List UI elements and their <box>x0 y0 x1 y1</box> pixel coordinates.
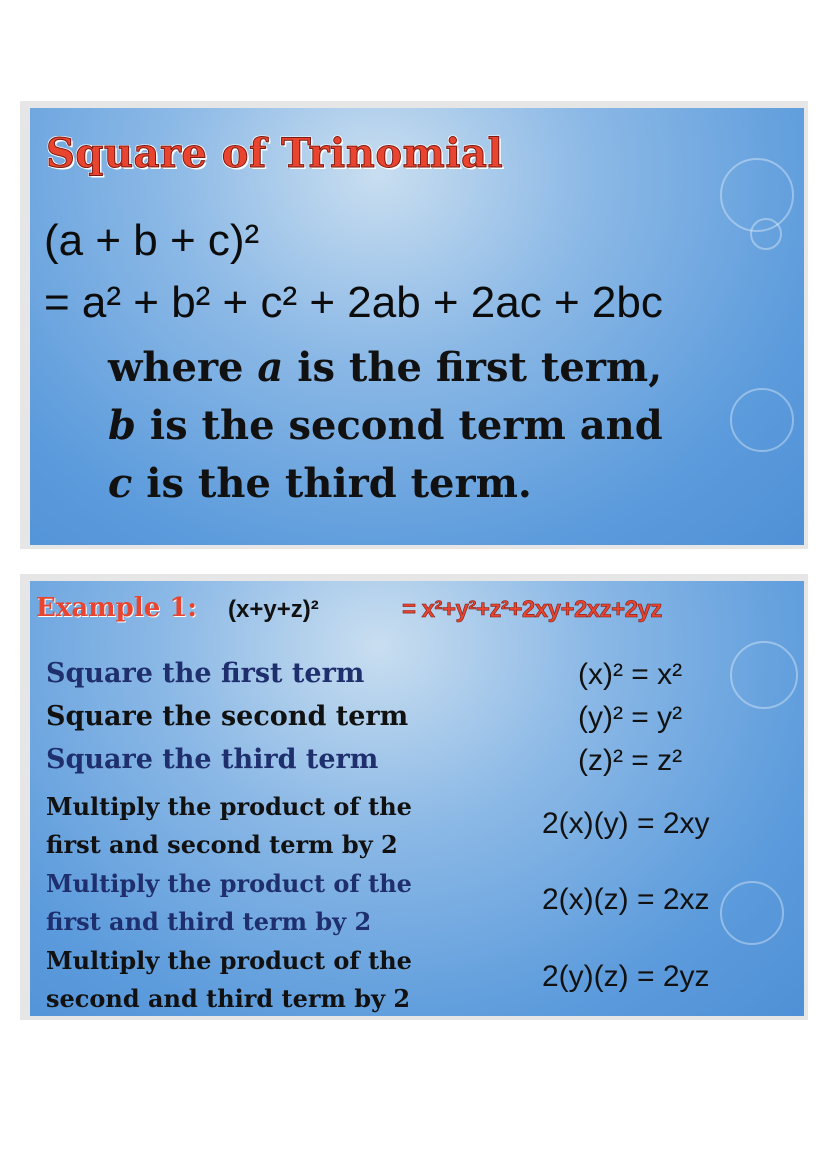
step-result: (x)² = x² <box>578 658 683 691</box>
slide-panel <box>30 108 804 545</box>
step-result: 2(x)(y) = 2xy <box>542 807 710 840</box>
step-square-first: Square the first term <box>46 658 365 689</box>
step-result: (z)² = z² <box>578 744 683 777</box>
step-multiply-second-third-line2: second and third term by 2 <box>46 984 411 1013</box>
variable-c: c <box>108 460 133 507</box>
where-text: is the first term, <box>283 344 663 391</box>
step-multiply-first-second-line1: Multiply the product of the <box>46 792 412 821</box>
where-prefix: where <box>108 344 258 391</box>
where-line-c <box>108 460 532 507</box>
step-result: 2(x)(z) = 2xz <box>542 883 710 916</box>
where-line-b <box>108 402 663 449</box>
example-expression: (x+y+z)² <box>228 596 319 623</box>
step-result: (y)² = y² <box>578 701 683 734</box>
slide-square-of-trinomial <box>20 101 808 549</box>
slide-example-1 <box>20 574 808 1020</box>
slide-panel <box>30 581 804 1016</box>
slide-title: Square of Trinomial <box>46 130 504 177</box>
where-line-a <box>108 344 662 391</box>
step-multiply-first-third-line1: Multiply the product of the <box>46 869 412 898</box>
step-multiply-second-third-line1: Multiply the product of the <box>46 946 412 975</box>
formula-line-2: = a² + b² + c² + 2ab + 2ac + 2bc <box>44 278 663 327</box>
decorative-ring <box>730 641 798 709</box>
step-multiply-first-second-line2: first and second term by 2 <box>46 830 398 859</box>
where-text: is the second term and <box>135 402 663 449</box>
step-square-third: Square the third term <box>46 744 379 775</box>
formula-line-1: (a + b + c)² <box>44 216 260 265</box>
step-square-second: Square the second term <box>46 701 409 732</box>
where-text: is the third term. <box>132 460 532 507</box>
step-multiply-first-third-line2: first and third term by 2 <box>46 907 372 936</box>
example-label: Example 1: <box>36 593 198 623</box>
decorative-ring <box>730 388 794 452</box>
step-result: 2(y)(z) = 2yz <box>542 960 710 993</box>
example-result: = x²+y²+z²+2xy+2xz+2yz <box>402 596 662 623</box>
variable-b: b <box>108 402 136 449</box>
decorative-ring <box>750 218 782 250</box>
decorative-ring <box>720 881 784 945</box>
variable-a: a <box>257 344 284 391</box>
